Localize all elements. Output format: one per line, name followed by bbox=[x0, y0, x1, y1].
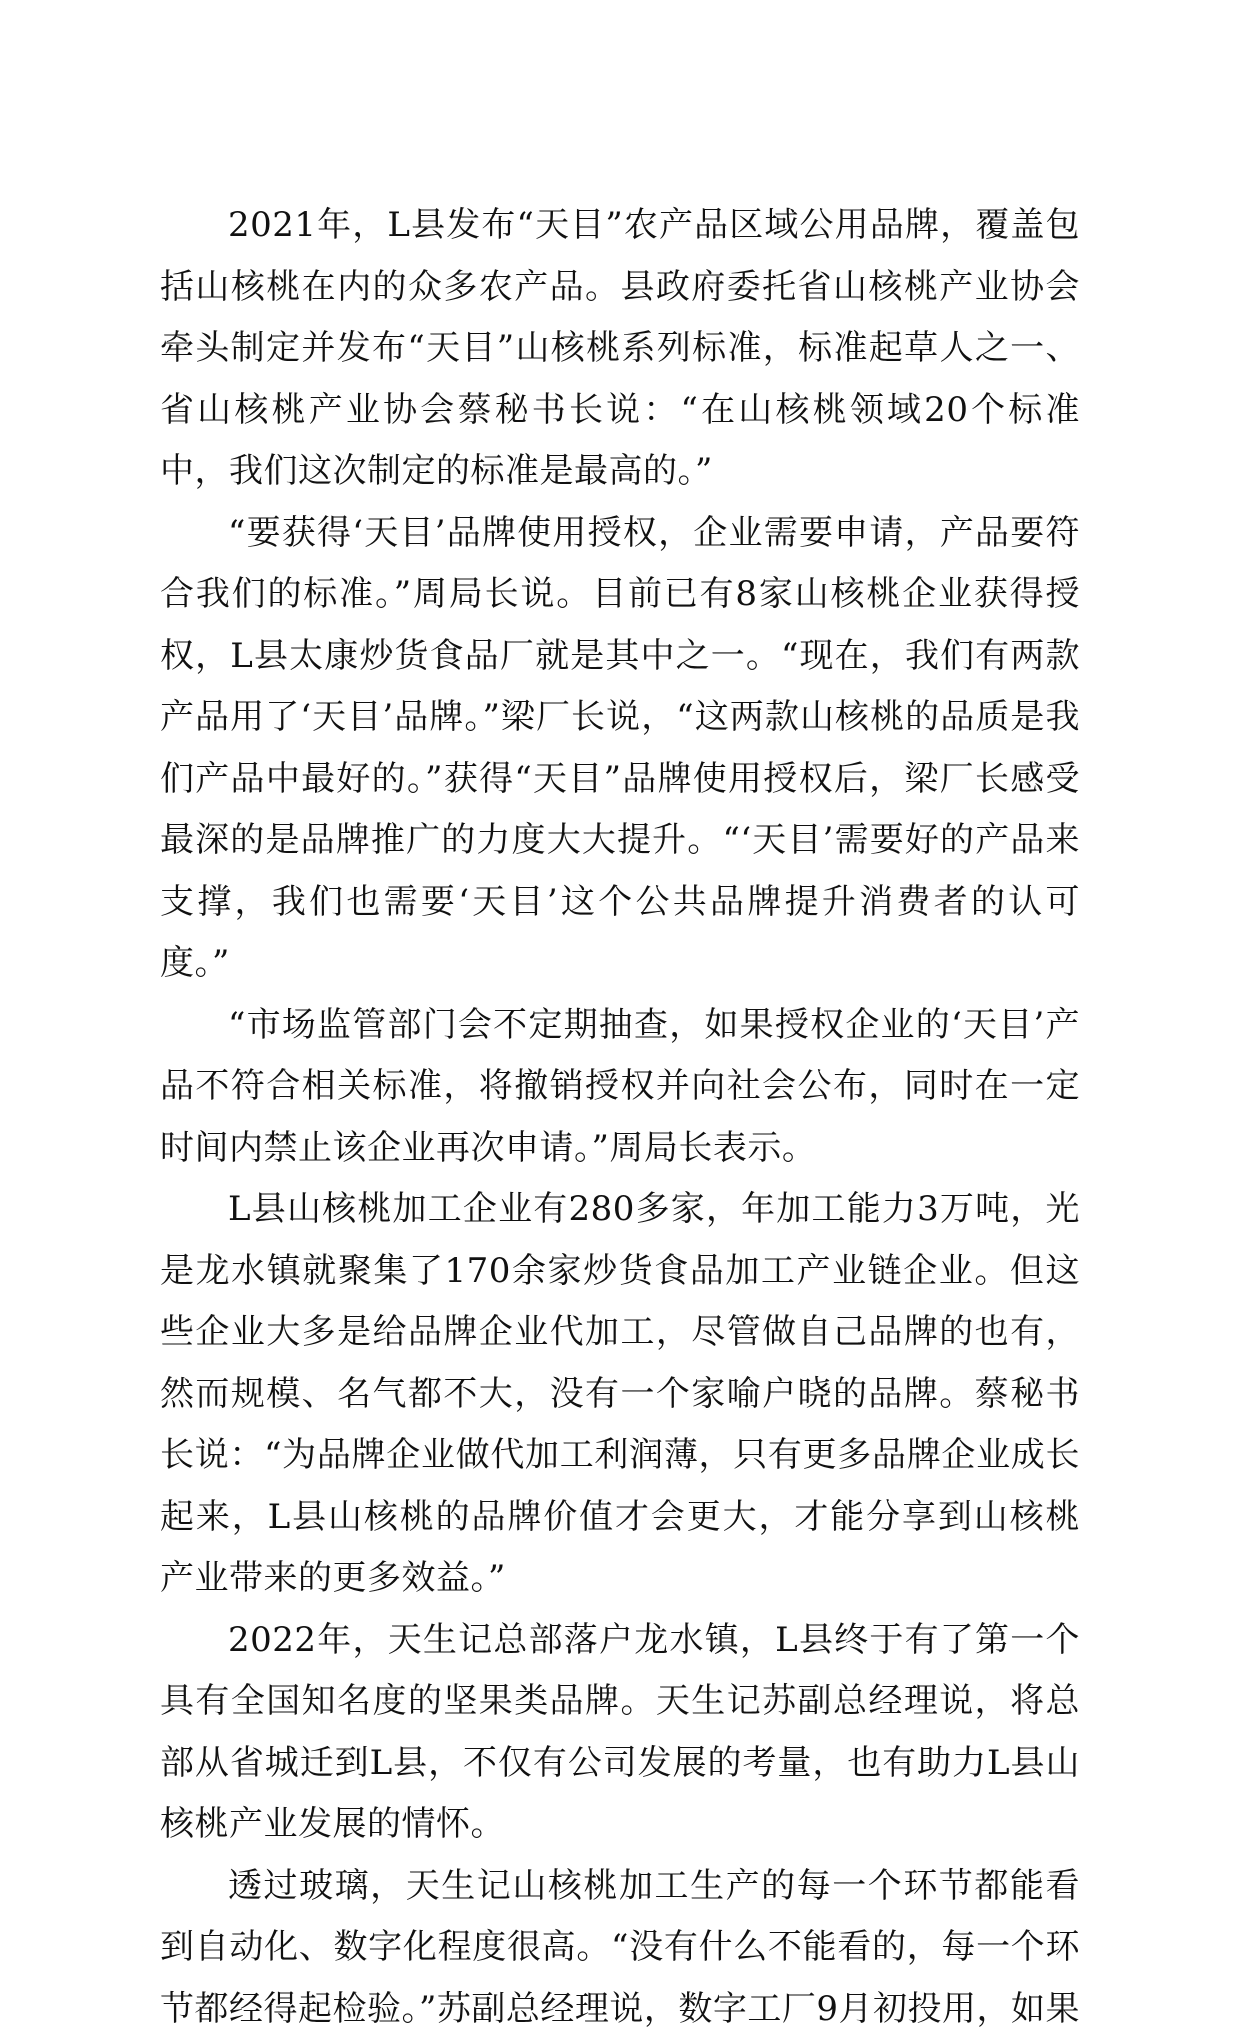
paragraph-6: 透过玻璃，天生记山核桃加工生产的每一个环节都能看到自动化、数字化程度很高。“没有什么不能看的，每一个环节都经得起检验。”苏副总经理说，数字工厂9月初投用，如果 bbox=[160, 1856, 1080, 2040]
paragraph-5: 2022年，天生记总部落户龙水镇，L县终于有了第一个具有全国知名度的坚果类品牌。天生记苏副总经理说，将总部从省城迁到L县，不仅有公司发展的考量，也有助力L县山核桃产业发展的情怀。 bbox=[160, 1610, 1080, 1856]
paragraph-4: L县山核桃加工企业有280多家，年加工能力3万吨，光是龙水镇就聚集了170余家炒货食品加工产业链企业。但这些企业大多是给品牌企业代加工，尽管做自己品牌的也有，然而规模、名气都不大，没有一个家喻户晓的品牌。蔡秘书长说：“为品牌企业做代加工利润薄，只有更多品牌企业成长起来，L县山核桃的品牌价值才会更大，才能分享到山核桃产业带来的更多效益。” bbox=[160, 1179, 1080, 1610]
paragraph-3: “市场监管部门会不定期抽查，如果授权企业的‘天目’产品不符合相关标准，将撤销授权并向社会公布，同时在一定时间内禁止该企业再次申请。”周局长表示。 bbox=[160, 995, 1080, 1180]
document-page bbox=[160, 195, 1080, 2040]
paragraph-2: “要获得‘天目’品牌使用授权，企业需要申请，产品要符合我们的标准。”周局长说。目前已有8家山核桃企业获得授权，L县太康炒货食品厂就是其中之一。“现在，我们有两款产品用了‘天目’品牌。”梁厂长说，“这两款山核桃的品质是我们产品中最好的。”获得“天目”品牌使用授权后，梁厂长感受最深的是品牌推广的力度大大提升。“‘天目’需要好的产品来支撑，我们也需要‘天目’这个公共品牌提升消费者的认可度。” bbox=[160, 503, 1080, 995]
paragraph-1: 2021年，L县发布“天目”农产品区域公用品牌，覆盖包括山核桃在内的众多农产品。县政府委托省山核桃产业协会牵头制定并发布“天目”山核桃系列标准，标准起草人之一、省山核桃产业协会蔡秘书长说：“在山核桃领域20个标准中，我们这次制定的标准是最高的。” bbox=[160, 195, 1080, 503]
